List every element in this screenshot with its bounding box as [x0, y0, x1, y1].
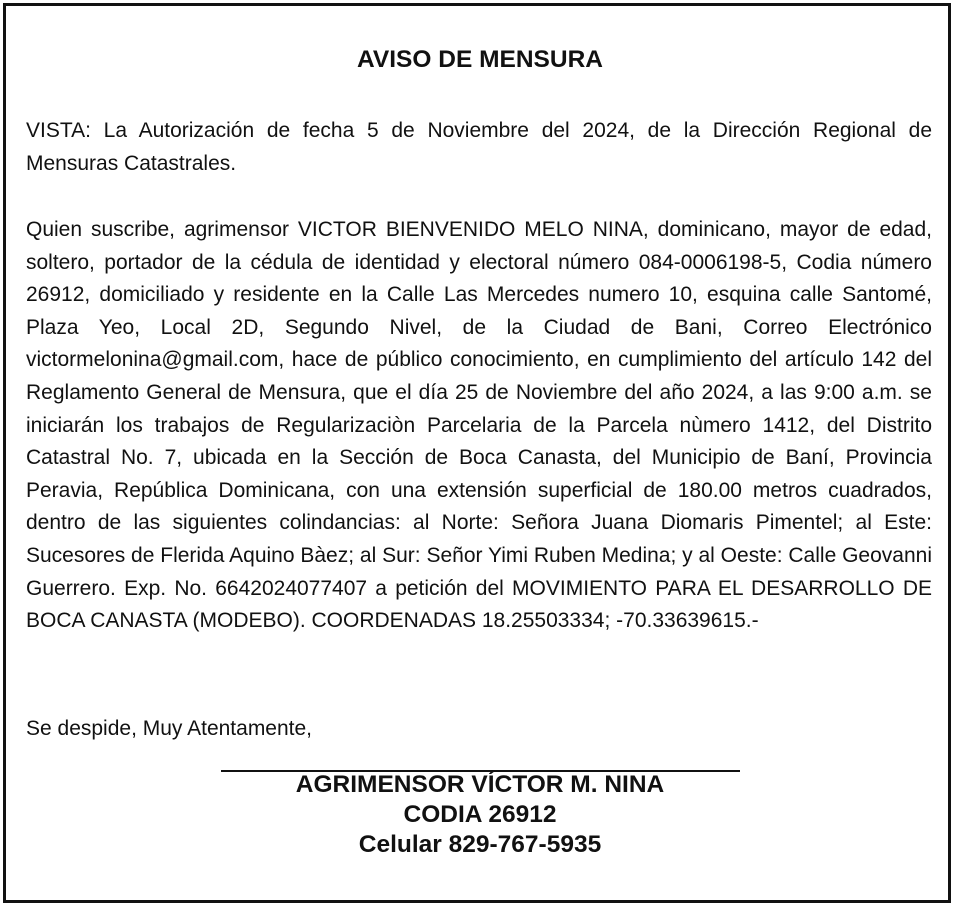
signer-name: AGRIMENSOR VÍCTOR M. NINA — [295, 771, 665, 798]
closing-line: Se despide, Muy Atentamente, — [26, 717, 313, 740]
signer-codia: CODIA 26912 — [403, 801, 557, 828]
notice-title: AVISO DE MENSURA — [357, 46, 603, 73]
signature-block — [6, 770, 954, 860]
notice-border — [3, 3, 951, 903]
vista-paragraph: VISTA: La Autorización de fecha 5 de Noviembre del 2024, de la Dirección Regional de Mensuras Catastrales. — [26, 119, 932, 175]
signer-phone: Celular 829-767-5935 — [358, 831, 602, 858]
main-paragraph: Quien suscribe, agrimensor VICTOR BIENVENIDO MELO NINA, dominicano, mayor de edad, soltero, portador de la cédula de identidad y electoral número 084-0006198-5, Codia número 26912, domiciliado y residente en la Calle Las Mercedes numero 10, esquina calle Santomé, Plaza Yeo, Local 2D, Segundo Nivel, de la Ciudad de Bani, Correo Electrónico victormelonina@gmail.com, hace de público conocimiento, en cumplimiento del artículo 142 del Reglamento General de Mensura, que el día 25 de Noviembre del año 2024, a las 9:00 a.m. se iniciarán los trabajos de Regularizaciòn Parcelaria de la Parcela nùmero 1412, del Distrito Catastral No. 7, ubicada en la Sección de Boca Canasta, del Municipio de Baní, Provincia Peravia, República Dominicana, con una extensión superficial de 180.00 metros cuadrados, dentro de las siguientes colindancias: al Norte: Señora Juana Diomaris Pimentel; al Este: Sucesores de Flerida Aquino Bàez; al Sur: Señor Yimi Ruben Medina; y al Oeste: Calle Geovanni Guerrero. Exp. No. 6642024077407 a petición del MOVIMIENTO PARA EL DESARROLLO DE BOCA CANASTA (MODEBO). COORDENADAS 18.25503334; -70.33639615.- — [26, 218, 932, 633]
